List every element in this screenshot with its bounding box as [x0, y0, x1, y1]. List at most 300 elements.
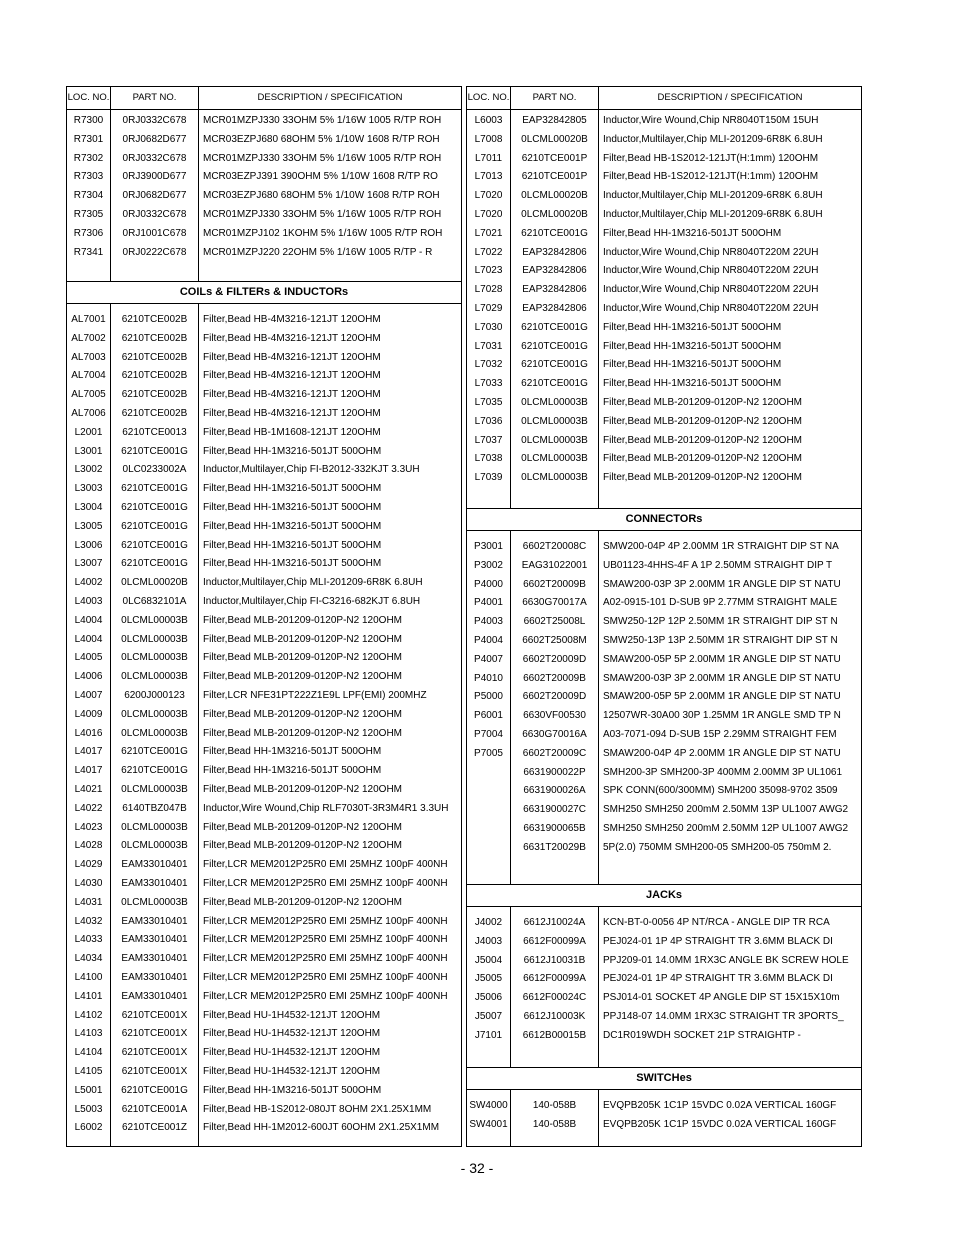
table-row [467, 989, 861, 1007]
part-cell: 0LCML00003B [121, 821, 188, 833]
desc-cell: Filter,Bead HB-4M3216-121JT 120OHM [203, 408, 381, 419]
part-cell: EAG31022001 [521, 559, 588, 571]
loc-cell: R7305 [73, 209, 104, 220]
desc-cell: SMAW200-05P 5P 2.00MM 1R ANGLE DIP ST NATU [603, 691, 841, 703]
desc-cell: Filter,LCR MEM2012P25R0 EMI 25MHZ 100pF 400NH [203, 990, 448, 1002]
loc-cell: AL7001 [71, 314, 106, 325]
part-cell: 6612F00099A [523, 973, 586, 985]
desc-cell: Filter,Bead MLB-201209-0120P-N2 120OHM [603, 453, 802, 465]
desc-cell: Filter,Bead HB-4M3216-121JT 120OHM [203, 314, 381, 325]
desc-cell: Filter,Bead HH-1M3216-501JT 500OHM [203, 483, 382, 495]
desc-cell: Inductor,Multilayer,Chip MLI-201209-6R8K 6.8UH [203, 577, 423, 589]
desc-cell: A02-0915-101 D-SUB 9P 2.77MM STRAIGHT MALE [603, 597, 838, 609]
desc-cell: Filter,Bead MLB-201209-0120P-N2 120OHM [203, 708, 402, 720]
loc-cell: L4104 [74, 1047, 103, 1059]
desc-cell: MCR03EZPJ680 68OHM 5% 1/10W 1608 R/TP ROH [203, 133, 440, 145]
table-row [467, 670, 861, 688]
loc-cell: L7036 [474, 415, 503, 427]
loc-cell: L3002 [74, 464, 103, 476]
part-cell: 6210TCE001G [521, 378, 588, 390]
loc-cell: L7029 [474, 303, 503, 314]
part-cell: 6210TCE002B [121, 389, 188, 401]
part-cell: 6630G70017A [522, 597, 587, 609]
desc-cell: SPK CONN(600/300MM) SMH200 35098-9702 3509 [603, 785, 838, 797]
loc-cell: AL7006 [71, 408, 106, 419]
desc-cell: A03-7071-094 D-SUB 15P 2.29MM STRAIGHT FEM [603, 729, 837, 740]
loc-cell: L4004 [74, 614, 103, 626]
loc-cell: L7020 [474, 190, 503, 202]
loc-cell: AL7002 [71, 332, 106, 344]
table-row [67, 150, 461, 168]
table-row [67, 206, 461, 224]
loc-cell: P4000 [474, 578, 503, 590]
desc-cell: Filter,Bead HU-1H4532-121JT 120OHM [203, 1009, 381, 1021]
table-row [467, 150, 861, 168]
loc-cell: L7008 [474, 133, 503, 145]
loc-cell: L4033 [74, 934, 103, 946]
loc-cell: L4017 [74, 765, 103, 777]
part-cell: 0RJ0682D677 [122, 133, 187, 145]
loc-cell: L7022 [474, 246, 503, 258]
desc-cell: MCR01MZPJ330 33OHM 5% 1/16W 1005 R/TP ROH [203, 209, 442, 220]
table-row [67, 1119, 461, 1137]
loc-cell: L4105 [74, 1066, 103, 1077]
desc-cell: Filter,Bead HH-1M3216-501JT 500OHM [203, 746, 382, 758]
desc-cell: Filter,Bead HH-1M3216-501JT 500OHM [203, 1084, 382, 1096]
desc-cell: PEJ024-01 1P 4P STRAIGHT TR 3.6MM BLACK DI [603, 973, 833, 985]
part-cell: 6602T20009B [523, 672, 586, 684]
table-row [67, 499, 461, 517]
desc-cell: Filter,Bead HB-1S2012-080JT 8OHM 2X1.25X1MM [203, 1103, 432, 1115]
desc-cell: Filter,Bead MLB-201209-0120P-N2 120OHM [603, 472, 802, 484]
part-cell: EAM33010401 [121, 934, 188, 946]
table-row [67, 781, 461, 799]
loc-cell: L7021 [474, 227, 503, 239]
desc-cell: Inductor,Multilayer,Chip MLI-201209-6R8K 6.8UH [603, 190, 823, 202]
table-row [467, 187, 861, 205]
part-cell: 0LCML00003B [121, 614, 188, 626]
table-row [67, 386, 461, 404]
table-row [467, 839, 861, 857]
desc-cell: Filter,LCR MEM2012P25R0 EMI 25MHZ 100pF 400NH [203, 953, 448, 965]
loc-cell: L3004 [74, 502, 103, 513]
desc-cell: Filter,Bead HB-4M3216-121JT 120OHM [203, 351, 381, 363]
loc-cell: L4103 [74, 1028, 103, 1040]
desc-cell: Inductor,Wire Wound,Chip NR8040T220M 22UH [603, 265, 819, 277]
table-row [67, 311, 461, 329]
desc-cell: Filter,Bead MLB-201209-0120P-N2 120OHM [203, 652, 402, 664]
table-row [67, 743, 461, 761]
table-row [67, 913, 461, 931]
desc-cell: Inductor,Multilayer,Chip FI-B2012-332KJT 3.3UH [203, 464, 420, 476]
loc-cell: L7030 [474, 321, 503, 333]
loc-cell: L4002 [74, 577, 103, 589]
table-row [467, 413, 861, 431]
loc-cell: L7039 [474, 472, 503, 484]
part-cell: 0RJ0332C678 [122, 115, 187, 126]
part-cell: 0RJ0222C678 [122, 246, 187, 258]
part-cell: 6602T25008L [523, 616, 586, 628]
table-header [467, 87, 861, 110]
table-row [67, 875, 461, 893]
part-cell: 140-058B [532, 1100, 577, 1111]
part-cell: 6602T25008M [522, 635, 587, 646]
loc-cell: J7101 [474, 1029, 503, 1041]
loc-cell: L4021 [74, 784, 103, 795]
desc-cell: Filter,Bead HB-4M3216-121JT 120OHM [203, 370, 381, 382]
part-cell: 6630G70016A [522, 729, 587, 740]
loc-cell: J5005 [474, 973, 503, 985]
desc-cell: 5P(2.0) 750MM SMH200-05 SMH200-05 750mM 2. [603, 841, 832, 853]
loc-cell: L4003 [74, 596, 103, 607]
table-row [67, 762, 461, 780]
desc-cell: Filter,Bead HH-1M2012-600JT 60OHM 2X1.25X1MM [203, 1122, 440, 1134]
table-row [467, 1027, 861, 1045]
table-row [67, 537, 461, 555]
desc-cell: Filter,Bead HH-1M3216-501JT 500OHM [603, 340, 782, 352]
desc-cell: 12507WR-30A00 30P 1.25MM 1R ANGLE SMD TP N [603, 710, 841, 722]
loc-cell: L7032 [474, 359, 503, 371]
table-row [67, 187, 461, 205]
part-cell: 0RJ1001C678 [122, 227, 187, 239]
part-cell: 6210TCE001P [521, 171, 588, 183]
loc-cell: P4001 [474, 597, 503, 609]
table-row [467, 820, 861, 838]
table-row [467, 613, 861, 631]
loc-cell: AL7004 [71, 370, 106, 382]
desc-cell: Filter,Bead HH-1M3216-501JT 500OHM [203, 539, 382, 551]
desc-cell: Inductor,Wire Wound,Chip RLF7030T-3R3M4R1 3.3UH [203, 802, 449, 814]
loc-cell: L2001 [74, 426, 103, 438]
loc-cell: P7004 [474, 729, 503, 740]
part-cell: 6210TCE001G [521, 227, 588, 239]
desc-cell: Filter,Bead HH-1M3216-501JT 500OHM [203, 765, 382, 777]
part-cell: EAP32842806 [522, 246, 587, 258]
table-row [467, 782, 861, 800]
desc-cell: Filter,Bead MLB-201209-0120P-N2 120OHM [203, 840, 402, 852]
loc-cell: L4007 [74, 690, 103, 701]
desc-cell: SMAW200-05P 5P 2.00MM 1R ANGLE DIP ST NATU [603, 653, 841, 665]
part-cell: 6630VF00530 [523, 710, 586, 722]
desc-cell: Filter,Bead HU-1H4532-121JT 120OHM [203, 1047, 381, 1059]
part-cell: 6210TCE002B [121, 314, 188, 325]
desc-cell: Filter,Bead HH-1M3216-501JT 500OHM [603, 227, 782, 239]
desc-cell: SMW250-13P 13P 2.50MM 1R STRAIGHT DIP ST N [603, 635, 838, 646]
table-row [467, 576, 861, 594]
desc-cell: EVQPB205K 1C1P 15VDC 0.02A VERTICAL 160GF [603, 1118, 837, 1130]
desc-cell: Filter,Bead HU-1H4532-121JT 120OHM [203, 1066, 381, 1077]
table-row [467, 244, 861, 262]
loc-cell: L7023 [474, 265, 503, 277]
loc-cell: SW4000 [469, 1100, 508, 1111]
table-row [67, 244, 461, 262]
part-header: PART NO. [532, 92, 577, 103]
loc-cell: L4028 [74, 840, 103, 852]
loc-cell: L4004 [74, 633, 103, 645]
part-cell: EAP32842806 [522, 265, 587, 277]
table-row [467, 1008, 861, 1026]
loc-cell: P3002 [474, 559, 503, 571]
desc-cell: Filter,LCR MEM2012P25R0 EMI 25MHZ 100pF 400NH [203, 915, 448, 927]
desc-cell: SMAW200-03P 3P 2.00MM 1R ANGLE DIP ST NATU [603, 672, 841, 684]
loc-cell: P3001 [474, 541, 503, 552]
loc-cell: R7301 [73, 133, 104, 145]
loc-header: LOC. NO. [467, 92, 510, 103]
desc-cell: SMW250-12P 12P 2.50MM 1R STRAIGHT DIP ST N [603, 616, 838, 628]
part-cell: 6210TCE001G [121, 445, 188, 457]
loc-cell: L4101 [74, 990, 103, 1002]
desc-cell: Filter,Bead MLB-201209-0120P-N2 120OHM [203, 821, 402, 833]
table-row [467, 262, 861, 280]
part-cell: 0LCML00003B [121, 671, 188, 683]
part-cell: 6631900027C [523, 804, 586, 816]
part-cell: 6602T20009D [522, 653, 587, 665]
desc-cell: MCR01MZPJ220 22OHM 5% 1/16W 1005 R/TP - R [203, 246, 433, 258]
desc-cell: Filter,Bead HH-1M3216-501JT 500OHM [203, 558, 382, 570]
table-row [67, 1044, 461, 1062]
table-row [467, 1116, 861, 1134]
part-cell: 0LCML00003B [521, 453, 588, 465]
table-row [67, 349, 461, 367]
part-cell: 6210TCE002B [121, 351, 188, 363]
part-cell: 6612B00015B [522, 1029, 587, 1041]
desc-cell: Filter,Bead HB-1M1608-121JT 120OHM [203, 426, 381, 438]
desc-header: DESCRIPTION / SPECIFICATION [657, 92, 803, 103]
loc-cell: L7037 [474, 434, 503, 446]
loc-cell: L7038 [474, 453, 503, 465]
page-number: - 32 - [460, 1160, 494, 1176]
desc-cell: DC1R019WDH SOCKET 21P STRAIGHTP - [603, 1029, 801, 1041]
table-row [67, 856, 461, 874]
table-row [467, 168, 861, 186]
table-row [67, 706, 461, 724]
desc-cell: Filter,Bead HH-1M3216-501JT 500OHM [203, 445, 382, 457]
desc-cell: Filter,Bead HU-1H4532-121JT 120OHM [203, 1028, 381, 1040]
desc-cell: Filter,Bead HH-1M3216-501JT 500OHM [603, 359, 782, 371]
loc-cell: P6001 [474, 710, 503, 722]
part-cell: 0LCML00003B [521, 434, 588, 446]
part-cell: 6140TBZ047B [122, 802, 187, 814]
table-row [467, 281, 861, 299]
table-row [67, 988, 461, 1006]
table-row [67, 631, 461, 649]
table-row [67, 330, 461, 348]
part-cell: EAM33010401 [121, 953, 188, 965]
loc-cell: L4100 [74, 972, 103, 983]
loc-cell: R7303 [73, 171, 104, 183]
desc-cell: SMH250 SMH250 200mM 2.50MM 13P UL1007 AWG2 [603, 804, 849, 816]
desc-cell: Inductor,Multilayer,Chip MLI-201209-6R8K 6.8UH [603, 209, 823, 220]
table-row [67, 461, 461, 479]
right-parts-table [466, 86, 862, 1147]
table-row [467, 131, 861, 149]
part-cell: 6210TCE001G [121, 483, 188, 495]
loc-cell: L4023 [74, 821, 103, 833]
part-cell: 0LCML00003B [521, 415, 588, 427]
part-cell: EAM33010401 [121, 972, 188, 983]
part-cell: EAM33010401 [121, 878, 188, 889]
part-cell: 6210TCE001X [121, 1009, 188, 1021]
loc-cell: L4034 [74, 953, 103, 965]
part-cell: 6631900065B [523, 823, 586, 834]
table-row [467, 745, 861, 763]
desc-cell: Inductor,Wire Wound,Chip NR8040T150M 15UH [603, 115, 819, 126]
table-row [467, 225, 861, 243]
loc-cell: L4029 [74, 859, 103, 871]
part-cell: 0LCML00003B [121, 633, 188, 645]
desc-cell: UB01123-4HHS-4F A 1P 2.50MM STRAIGHT DIP T [603, 559, 833, 571]
desc-cell: SMH200-3P SMH200-3P 400MM 2.00MM 3P UL1061 [603, 766, 843, 778]
table-row [467, 651, 861, 669]
loc-cell: R7306 [73, 227, 104, 239]
part-cell: 6612F00099A [523, 935, 586, 947]
loc-cell: L7031 [474, 340, 503, 352]
desc-header: DESCRIPTION / SPECIFICATION [257, 92, 403, 103]
part-cell: 6612F00024C [522, 992, 587, 1004]
desc-cell: Filter,Bead MLB-201209-0120P-N2 120OHM [203, 614, 402, 626]
desc-cell: Filter,Bead MLB-201209-0120P-N2 120OHM [603, 397, 802, 408]
table-row [67, 367, 461, 385]
table-row [467, 394, 861, 412]
part-cell: 6210TCE001X [121, 1047, 188, 1059]
part-header: PART NO. [132, 92, 177, 103]
table-row [67, 593, 461, 611]
desc-cell: EVQPB205K 1C1P 15VDC 0.02A VERTICAL 160GF [603, 1100, 837, 1111]
table-row [467, 594, 861, 612]
part-cell: 6210TCE001G [121, 502, 188, 513]
table-row [67, 443, 461, 461]
loc-cell: L4016 [74, 727, 103, 739]
desc-cell: Filter,Bead MLB-201209-0120P-N2 120OHM [603, 434, 802, 446]
loc-cell: L7020 [474, 209, 503, 220]
part-cell: 6210TCE001G [521, 321, 588, 333]
table-row [467, 206, 861, 224]
table-row [67, 1082, 461, 1100]
part-cell: EAP32842805 [522, 115, 587, 126]
loc-cell: L3005 [74, 520, 103, 532]
table-row [67, 687, 461, 705]
table-row [467, 970, 861, 988]
table-row [67, 1101, 461, 1119]
desc-cell: Filter,LCR NFE31PT222Z1E9L LPF(EMI) 200MHZ [203, 690, 427, 701]
part-cell: 6210TCE001Z [121, 1122, 188, 1134]
desc-cell: Inductor,Wire Wound,Chip NR8040T220M 22UH [603, 246, 819, 258]
desc-cell: SMH250 SMH250 200mM 2.50MM 12P UL1007 AWG2 [603, 823, 849, 834]
loc-cell: AL7005 [71, 389, 106, 401]
left-parts-table [66, 86, 462, 1147]
part-cell: 0LCML00020B [121, 577, 188, 589]
part-cell: 0LCML00003B [521, 472, 588, 484]
part-cell: 0LCML00003B [521, 397, 588, 408]
part-cell: 6200J000123 [124, 690, 185, 701]
desc-cell: PSJ014-01 SOCKET 4P ANGLE DIP ST 15X15X10m [603, 992, 840, 1004]
loc-cell: J4003 [474, 935, 503, 947]
loc-cell: L7035 [474, 397, 503, 408]
loc-cell: L7011 [474, 152, 503, 164]
part-cell: 6602T20008C [522, 541, 587, 552]
part-cell: 6210TCE0013 [122, 426, 187, 438]
loc-cell: L5003 [74, 1103, 103, 1115]
loc-cell: P4003 [474, 616, 503, 628]
table-row [467, 538, 861, 556]
part-cell: 0LC6832101A [122, 596, 187, 607]
part-cell: 0LCML00003B [121, 727, 188, 739]
part-cell: 0LCML00003B [121, 784, 188, 795]
part-cell: 6210TCE002B [121, 332, 188, 344]
loc-header: LOC. NO. [67, 92, 110, 103]
loc-cell: L3006 [74, 539, 103, 551]
desc-cell: Filter,Bead HB-4M3216-121JT 120OHM [203, 332, 381, 344]
desc-cell: PEJ024-01 1P 4P STRAIGHT TR 3.6MM BLACK DI [603, 935, 833, 947]
desc-cell: Filter,Bead HH-1M3216-501JT 500OHM [603, 378, 782, 390]
part-cell: 6210TCE001G [121, 520, 188, 532]
part-cell: 6612J10003K [523, 1011, 586, 1022]
table-row [67, 950, 461, 968]
section-title: COILs & FILTERs & INDUCTORs [67, 281, 461, 304]
desc-cell: MCR01MZPJ330 33OHM 5% 1/16W 1005 R/TP ROH [203, 152, 442, 164]
desc-cell: SMAW200-04P 4P 2.00MM 1R ANGLE DIP ST NATU [603, 747, 841, 759]
table-row [67, 668, 461, 686]
table-row [467, 632, 861, 650]
part-cell: 0RJ3900D677 [122, 171, 187, 183]
loc-cell: J5007 [474, 1011, 503, 1022]
table-row [467, 319, 861, 337]
table-row [467, 952, 861, 970]
desc-cell: Filter,Bead HH-1M3216-501JT 500OHM [203, 520, 382, 532]
table-row [67, 649, 461, 667]
part-cell: 0LCML00020B [521, 133, 588, 145]
loc-cell: L4031 [74, 896, 103, 908]
desc-cell: Filter,Bead HH-1M3216-501JT 500OHM [203, 502, 382, 513]
table-row [67, 480, 461, 498]
table-row [467, 707, 861, 725]
part-cell: 0RJ0332C678 [122, 152, 187, 164]
table-row [67, 837, 461, 855]
table-row [67, 405, 461, 423]
loc-cell: R7300 [73, 115, 104, 126]
loc-cell: L3003 [74, 483, 103, 495]
part-cell: 0LCML00003B [121, 708, 188, 720]
loc-cell: SW4001 [469, 1118, 508, 1130]
part-cell: 6602T20009C [522, 747, 587, 759]
loc-cell: P7005 [474, 747, 503, 759]
loc-cell: J5006 [474, 992, 503, 1004]
table-row [467, 338, 861, 356]
loc-cell: L3001 [74, 445, 103, 457]
part-cell: 6210TCE001G [121, 765, 188, 777]
desc-cell: Filter,LCR MEM2012P25R0 EMI 25MHZ 100pF 400NH [203, 859, 448, 871]
desc-cell: Filter,Bead MLB-201209-0120P-N2 120OHM [203, 784, 402, 795]
table-row [467, 557, 861, 575]
loc-cell: L6003 [474, 115, 503, 126]
loc-cell: P4007 [474, 653, 503, 665]
part-cell: 6631T20029B [523, 841, 586, 853]
loc-cell: L3007 [74, 558, 103, 570]
part-cell: EAM33010401 [121, 859, 188, 871]
part-cell: 6631900022P [523, 766, 586, 778]
part-cell: 0LCML00020B [521, 190, 588, 202]
part-cell: EAM33010401 [121, 915, 188, 927]
desc-cell: Filter,Bead MLB-201209-0120P-N2 120OHM [203, 633, 402, 645]
desc-cell: Filter,Bead MLB-201209-0120P-N2 120OHM [603, 415, 802, 427]
part-cell: 6210TCE002B [121, 370, 188, 382]
desc-cell: PPJ209-01 14.0MM 1RX3C ANGLE BK SCREW HOLE [603, 954, 849, 966]
table-row [67, 612, 461, 630]
desc-cell: Filter,Bead HB-1S2012-121JT(H:1mm) 120OHM [603, 152, 819, 164]
table-row [467, 300, 861, 318]
part-cell: 6210TCE002B [121, 408, 188, 419]
desc-cell: MCR01MZPJ102 1KOHM 5% 1/16W 1005 R/TP ROH [203, 227, 443, 239]
